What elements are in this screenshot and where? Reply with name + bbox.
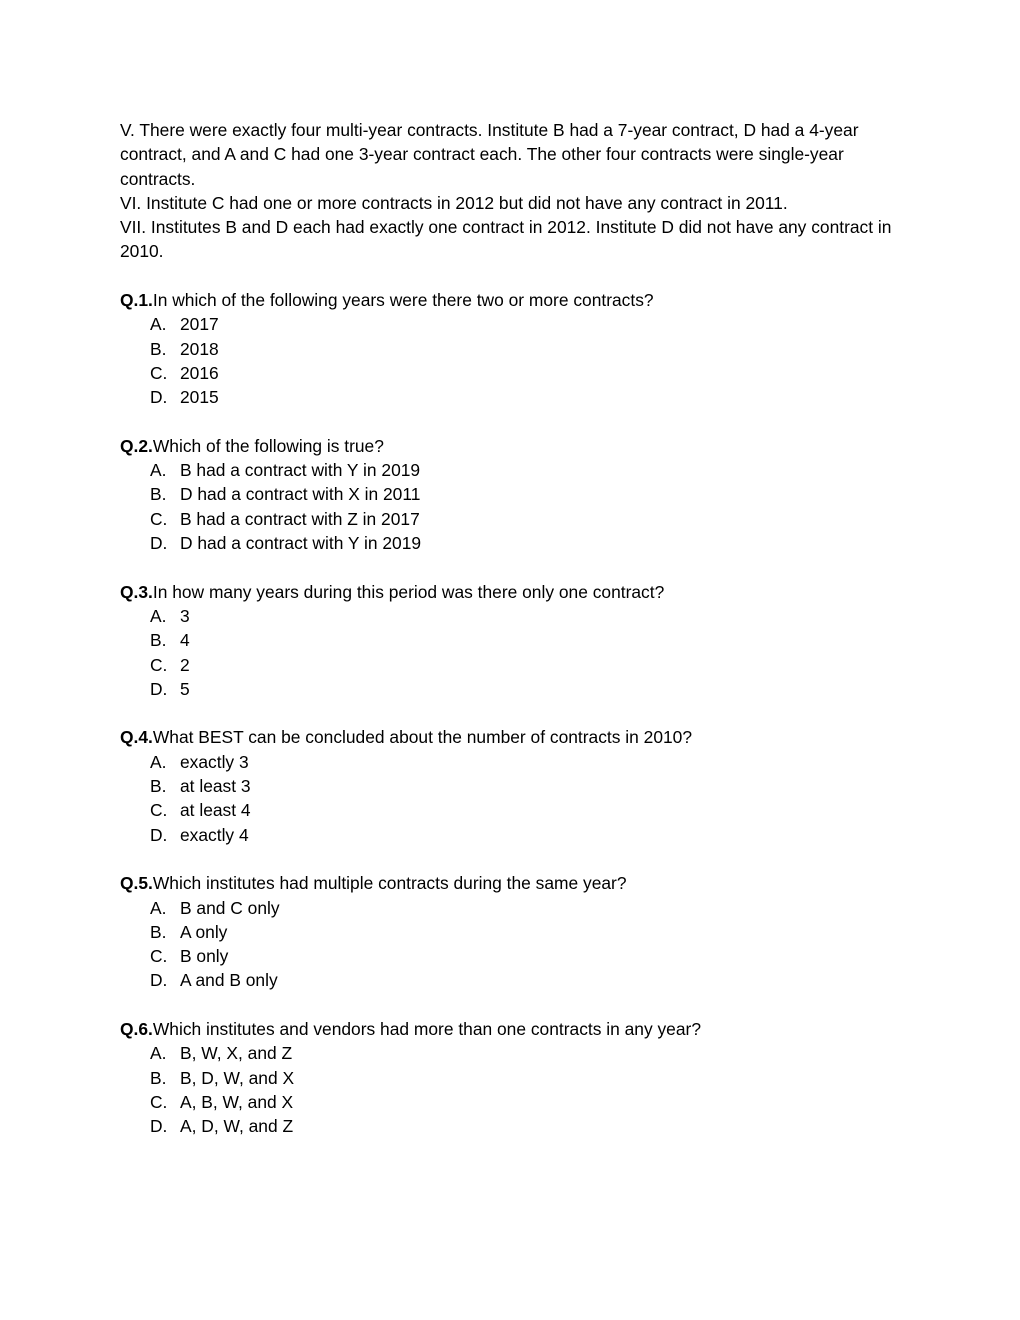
option-text: at least 4: [180, 800, 251, 821]
option-text: 2018: [180, 338, 219, 359]
option-text: B, W, X, and Z: [180, 1043, 293, 1064]
option-c: [150, 798, 910, 822]
option-text: 4: [180, 630, 190, 651]
option-letter: B.: [150, 1067, 167, 1088]
option-letter: C.: [150, 654, 168, 675]
question-5-text: [120, 871, 910, 895]
statement-v: V. There were exactly four multi-year contracts. Institute B had a 7-year contract, D had a 4-year contract, and A and C had one 3-year contract each. The other four contracts were single-year contracts.: [120, 120, 859, 189]
statements-block: [120, 118, 910, 264]
question-1-options: [120, 312, 910, 409]
option-d: [150, 823, 910, 847]
question-2: [120, 434, 910, 555]
statement-vi: VI. Institute C had one or more contracts in 2012 but did not have any contract in 2011.: [120, 192, 788, 213]
question-2-number: Q.2.: [120, 435, 153, 456]
option-b: [150, 774, 910, 798]
option-text: B, D, W, and X: [180, 1067, 295, 1088]
option-letter: D.: [150, 678, 168, 699]
option-text: 2017: [180, 314, 219, 335]
option-b: [150, 920, 910, 944]
question-3-number: Q.3.: [120, 581, 153, 602]
option-text: 2016: [180, 362, 219, 383]
option-text: exactly 3: [180, 751, 249, 772]
option-text: at least 3: [180, 776, 251, 797]
option-d: [150, 531, 910, 555]
option-text: A only: [180, 921, 228, 942]
option-text: 3: [180, 605, 190, 626]
option-d: [150, 385, 910, 409]
option-text: A, D, W, and Z: [180, 1116, 294, 1137]
option-text: B had a contract with Y in 2019: [180, 460, 421, 481]
option-letter: C.: [150, 800, 168, 821]
question-4-number: Q.4.: [120, 727, 153, 748]
option-letter: A.: [150, 314, 167, 335]
option-letter: A.: [150, 1043, 167, 1064]
option-letter: B.: [150, 776, 167, 797]
option-c: [150, 944, 910, 968]
option-letter: C.: [150, 362, 168, 383]
question-6-prompt: Which institutes and vendors had more than one contracts in any year?: [152, 1018, 701, 1039]
statement-vii: VII. Institutes B and D each had exactly one contract in 2012. Institute D did not have any contract in 2010.: [120, 217, 892, 262]
question-6: [120, 1017, 910, 1138]
option-text: D had a contract with Y in 2019: [180, 533, 422, 554]
option-a: [150, 750, 910, 774]
question-5-prompt: Which institutes had multiple contracts during the same year?: [152, 873, 627, 894]
question-6-number: Q.6.: [120, 1018, 153, 1039]
question-1-prompt: In which of the following years were there two or more contracts?: [152, 290, 654, 311]
question-4-prompt: What BEST can be concluded about the number of contracts in 2010?: [152, 727, 693, 748]
option-text: 5: [180, 678, 190, 699]
option-text: 2015: [180, 387, 219, 408]
option-b: [150, 1066, 910, 1090]
option-letter: A.: [150, 897, 167, 918]
option-letter: D.: [150, 1116, 168, 1137]
option-b: [150, 337, 910, 361]
option-letter: B.: [150, 921, 167, 942]
option-letter: C.: [150, 508, 168, 529]
option-a: [150, 604, 910, 628]
question-5-number: Q.5.: [120, 873, 153, 894]
option-letter: C.: [150, 1091, 168, 1112]
document-page: [120, 118, 910, 1138]
question-1: [120, 288, 910, 409]
option-letter: C.: [150, 946, 168, 967]
option-text: exactly 4: [180, 824, 249, 845]
option-b: [150, 482, 910, 506]
option-c: [150, 507, 910, 531]
option-c: [150, 1090, 910, 1114]
option-letter: D.: [150, 533, 168, 554]
question-2-text: [120, 434, 910, 458]
option-d: [150, 677, 910, 701]
option-letter: B.: [150, 484, 167, 505]
option-letter: A.: [150, 605, 167, 626]
option-text: B had a contract with Z in 2017: [180, 508, 420, 529]
question-3-text: [120, 580, 910, 604]
question-2-options: [120, 458, 910, 555]
question-4: [120, 725, 910, 846]
option-b: [150, 628, 910, 652]
question-3-prompt: In how many years during this period was there only one contract?: [152, 581, 665, 602]
question-1-text: [120, 288, 910, 312]
question-4-options: [120, 750, 910, 847]
option-text: 2: [180, 654, 190, 675]
option-a: [150, 1041, 910, 1065]
option-text: A and B only: [180, 970, 278, 991]
question-3: [120, 580, 910, 701]
question-3-options: [120, 604, 910, 701]
question-5: [120, 871, 910, 992]
option-c: [150, 653, 910, 677]
question-6-text: [120, 1017, 910, 1041]
option-c: [150, 361, 910, 385]
option-letter: A.: [150, 460, 167, 481]
question-1-number: Q.1.: [120, 290, 153, 311]
option-letter: A.: [150, 751, 167, 772]
option-a: [150, 896, 910, 920]
question-6-options: [120, 1041, 910, 1138]
option-letter: D.: [150, 387, 168, 408]
option-a: [150, 312, 910, 336]
question-5-options: [120, 896, 910, 993]
option-letter: D.: [150, 824, 168, 845]
question-2-prompt: Which of the following is true?: [152, 435, 384, 456]
option-text: A, B, W, and X: [180, 1091, 294, 1112]
option-a: [150, 458, 910, 482]
question-4-text: [120, 725, 910, 749]
option-letter: D.: [150, 970, 168, 991]
option-text: B only: [180, 946, 229, 967]
option-letter: B.: [150, 338, 167, 359]
option-d: [150, 968, 910, 992]
option-letter: B.: [150, 630, 167, 651]
option-text: D had a contract with X in 2011: [180, 484, 421, 505]
option-d: [150, 1114, 910, 1138]
option-text: B and C only: [180, 897, 280, 918]
